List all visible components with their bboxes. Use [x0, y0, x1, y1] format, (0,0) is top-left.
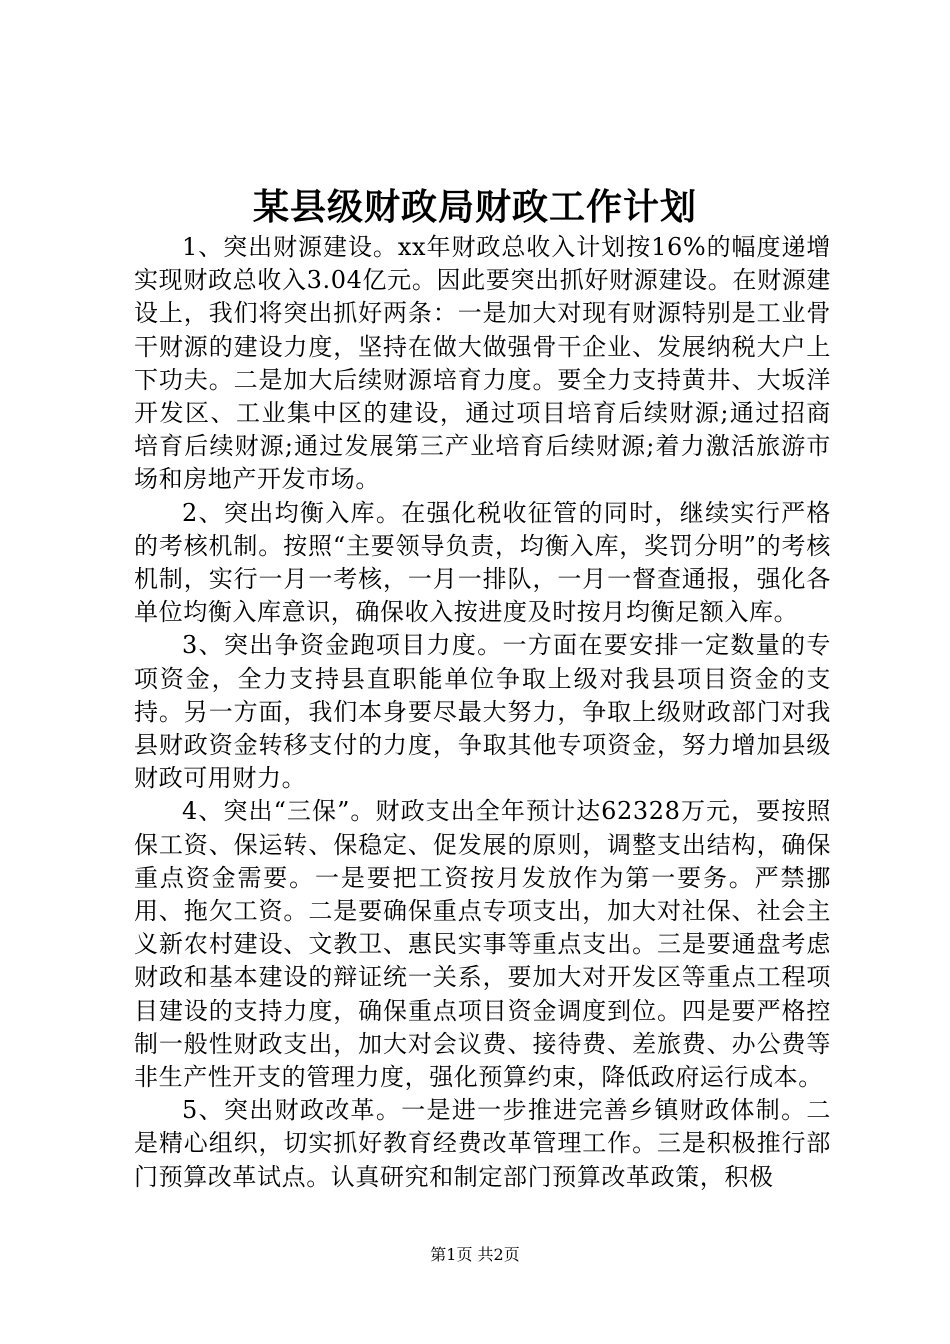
document-title: 某县级财政局财政工作计划 [252, 186, 697, 228]
document-body [134, 231, 831, 1194]
paragraph-1: 1、突出财源建设。xx年财政总收入计划按16%的幅度递增实现财政总收入3.04亿元。因此要突出抓好财源建设。在财源建设上，我们将突出抓好两条：一是加大对现有财源特别是工业骨干财源的建设力度，坚持在做大做强骨干企业、发展纳税大户上下功夫。二是加大后续财源培育力度。要全力支持黄井、大坂洋开发区、工业集中区的建设，通过项目培育后续财源;通过招商培育后续财源;通过发展第三产业培育后续财源;着力激活旅游市场和房地产开发市场。 [134, 233, 831, 494]
paragraph-2: 2、突出均衡入库。在强化税收征管的同时，继续实行严格的考核机制。按照“主要领导负责，均衡入库，奖罚分明”的考核机制，实行一月一考核，一月一排队，一月一督查通报，强化各单位均衡入库意识，确保收入按进度及时按月均衡足额入库。 [134, 498, 831, 627]
page-footer: 第1页 共2页 [430, 1245, 520, 1264]
paragraph-4: 4、突出“三保”。财政支出全年预计达62328万元，要按照保工资、保运转、保稳定、促发展的原则，调整支出结构，确保重点资金需要。一是要把工资按月发放作为第一要务。严禁挪用、拖欠工资。二是要确保重点专项支出，加大对社保、社会主义新农村建设、文教卫、惠民实事等重点支出。三是要通盘考虑财政和基本建设的辩证统一关系，要加大对开发区等重点工程项目建设的支持力度，确保重点项目资金调度到位。四是要严格控制一般性财政支出，加大对会议费、接待费、差旅费、办公费等非生产性开支的管理力度，强化预算约束，降低政府运行成本。 [134, 797, 831, 1092]
paragraph-5: 5、突出财政改革。一是进一步推进完善乡镇财政体制。二是精心组织，切实抓好教育经费改革管理工作。三是积极推行部门预算改革试点。认真研究和制定部门预算改革政策，积极 [134, 1096, 831, 1191]
paragraph-3: 3、突出争资金跑项目力度。一方面在要安排一定数量的专项资金，全力支持县直职能单位争取上级对我县项目资金的支持。另一方面，我们本身要尽最大努力，争取上级财政部门对我县财政资金转移支付的力度，争取其他专项资金，努力增加县级财政可用财力。 [134, 631, 831, 793]
